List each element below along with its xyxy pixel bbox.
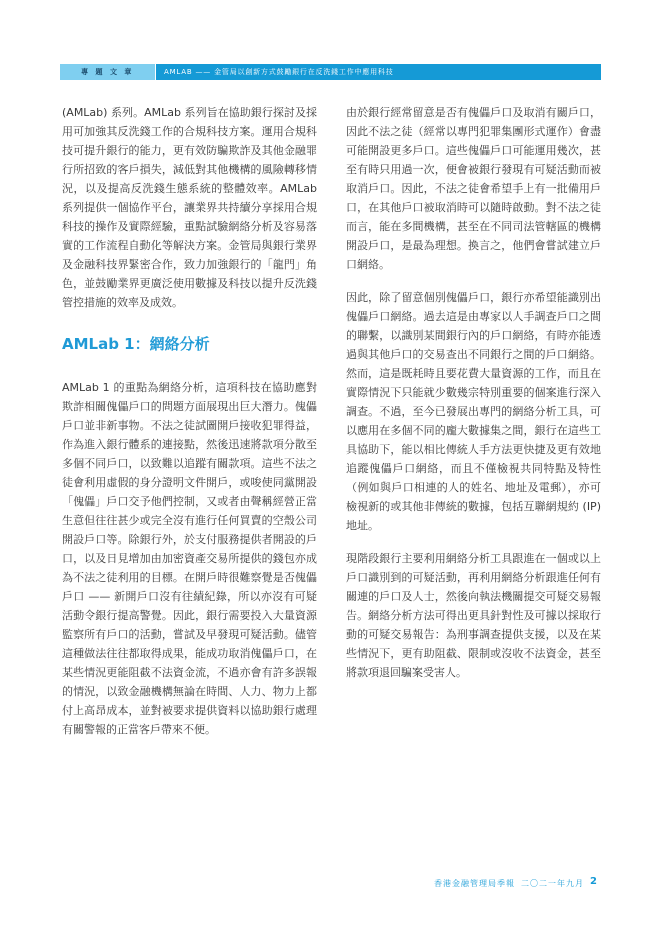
body-paragraph: 由於銀行經常留意是否有傀儡戶口及取消有關戶口，因此不法之徒（經常以專門犯罪集團形式運作）會盡可能開設更多戶口。這些傀儡戶口可能運用幾次，甚至有時只用過一次，便會被銀行發現有可疑活動而被取消戶口。因此，不法之徒會希望手上有一批備用戶口，在其他戶口被取消時可以隨時啟動。對不法之徒而言，能在多間機構，甚至在不同司法管轄區的機構開設戶口，是最為理想。換言之，他們會嘗試建立戶口網絡。 xyxy=(346,106,601,271)
section-label: 專 題 文 章 xyxy=(60,64,155,80)
page-footer xyxy=(0,876,662,890)
body-paragraph: AMLab 1 的重點為網絡分析，這項科技在協助應對欺詐相關傀儡戶口的問題方面展現出巨大潛力。傀儡戶口並非新事物。不法之徒試圖開戶接收犯罪得益，作為進入銀行體系的連接點，然後迅速將款項分散至多個不同戶口，以致難以追蹤有關款項。這些不法之徒會利用虛假的身分證明文件開戶，或唆使同黨開設「傀儡」戶口交予他們控制，又或者由聲稱經營正當生意但往往甚少或完全沒有進行任何買賣的空殼公司開設戶口等。除銀行外，於支付服務提供者開設的戶口，以及日見增加由加密資產交易所提供的錢包亦成為不法之徒利用的目標。在開戶時很難察覺是否傀儡戶口 —— 新開戶口沒有往績紀錄，所以亦沒有可疑活動令銀行提高警覺。因此，銀行需要投入大量資源監察所有戶口的活動，嘗試及早發現可疑活動。儘管這種做法往往都取得成果，能成功取消傀儡戶口，在某些情況更能阻截不法資金流，不過亦會有許多誤報的情況，以致金融機構無論在時間、人力、物力上都付上高昂成本，並對被要求提供資料以協助銀行處理有關警報的正當客戶帶來不便。 xyxy=(62,381,317,736)
page-number: 2 xyxy=(590,876,597,887)
running-title: AMLAB —— 金管局以創新方式鼓勵銀行在反洗錢工作中應用科技 xyxy=(156,64,601,80)
body-paragraph: (AMLab) 系列。AMLab 系列旨在協助銀行探討及採用可加強其反洗錢工作的合規科技方案。運用合規科技可提升銀行的能力，更有效防騙欺詐及其他金融罪行所招致的客戶損失，減低對其他機構的風險轉移情況，以及提高反洗錢生態系統的整體效率。AMLab 系列提供一個協作平台，讓業界共持續分享採用合規科技的操作及實際經驗，重點試驗網絡分析及容易落實的工作流程自動化等解決方案。金管局與銀行業界及金融科技界緊密合作，致力加強銀行的「龍門」角色，並鼓勵業界更廣泛使用數據及科技以提升反洗錢管控措施的效率及成效。 xyxy=(62,106,317,309)
right-column xyxy=(346,103,601,682)
section-heading: AMLab 1：網絡分析 xyxy=(62,335,210,353)
running-header xyxy=(60,64,601,80)
left-column xyxy=(62,103,317,739)
issue-date: 二〇二一年九月 xyxy=(521,879,584,888)
paragraph-gap xyxy=(346,535,601,549)
body-paragraph: 因此，除了留意個別傀儡戶口，銀行亦希望能識別出傀儡戶口網絡。過去這是由專家以人手調查戶口之間的聯繫，以識別某間銀行內的戶口網絡，有時亦能透過與其他戶口的交易查出不同銀行之間的戶口網絡。然而，這是既耗時且要花費大量資源的工作，而且在實際情況下只能就少數幾宗特別重要的個案進行深入調查。不過，至今已發展出專門的網絡分析工具，可以應用在多個不同的龐大數據集之間，銀行在這些工具協助下，能以相比傳統人手方法更快捷及更有效地追蹤傀儡戶口網絡，而且不僅檢視共同特點及特性（例如與戶口相連的人的姓名、地址及電郵），亦可檢視新的或其他非傳統的數據，包括互聯網規約 (IP) 地址。 xyxy=(346,291,601,532)
body-paragraph: 現階段銀行主要利用網絡分析工具跟進在一個或以上戶口識別到的可疑活動，再利用網絡分析跟進任何有關連的戶口及人士，然後向執法機關提交可疑交易報告。網絡分析方法可得出更具針對性及可據以採取行動的可疑交易報告：為刑事調查提供支援，以及在某些情況下，更有助阻截、限制或沒收不法資金，甚至將款項退回騙案受害人。 xyxy=(346,552,601,679)
paragraph-gap xyxy=(346,274,601,288)
publication-name: 香港金融管理局季報 xyxy=(434,879,515,888)
